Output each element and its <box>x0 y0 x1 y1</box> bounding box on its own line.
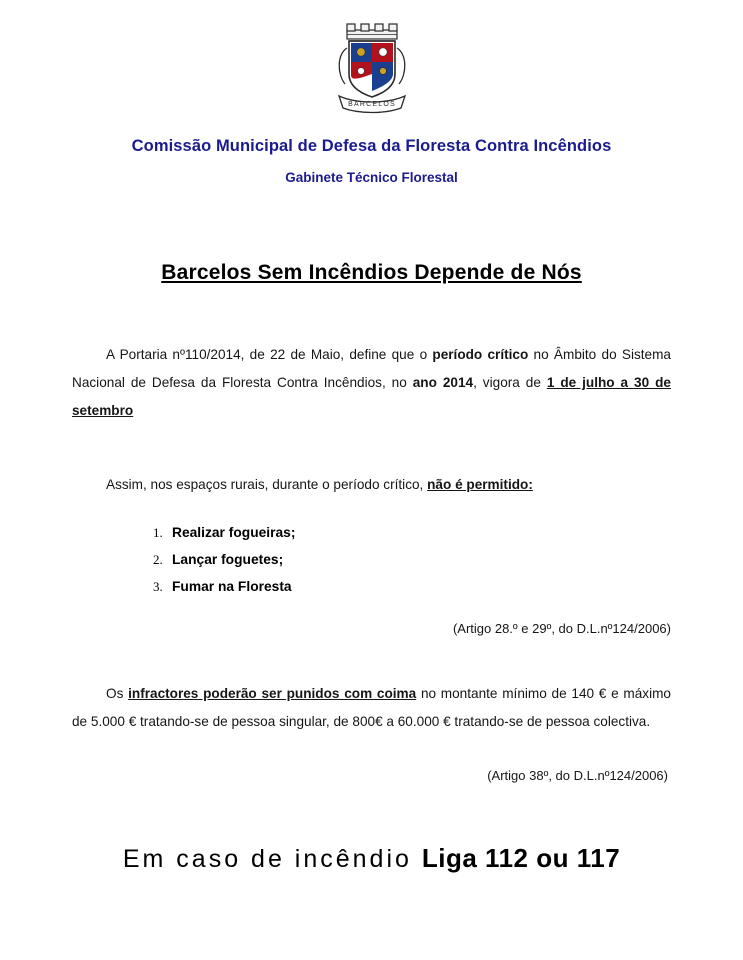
crest-container <box>72 0 671 119</box>
p3-underline-offenders: infractores poderão ser punidos com coima <box>128 686 417 702</box>
p2-part1: Assim, nos espaços rurais, durante o período crítico, <box>106 476 428 492</box>
p1-bold-year: ano 2014 <box>412 374 474 390</box>
p1-underline-dates: 1 de julho a 30 de setembro <box>72 374 671 418</box>
crest-banner-text: BARCELOS <box>347 101 396 108</box>
p3-part1: Os <box>106 686 129 702</box>
paragraph-fines <box>72 680 671 736</box>
emergency-call-to-action <box>72 843 671 874</box>
list-item: 2. Lançar foguetes; <box>166 547 671 574</box>
department-subtitle: Gabinete Técnico Florestal <box>285 170 458 185</box>
cta-light-text: Em caso de incêndio <box>122 844 422 873</box>
list-item: 3. Fumar na Floresta <box>166 574 671 601</box>
p1-bold-critical-period: período crítico <box>432 347 529 362</box>
paragraph-critical-period <box>72 341 671 425</box>
p1-part2: no Âmbito do Sistema Nacional de Defesa da Floresta Contra Incêndios, no <box>72 347 671 390</box>
coat-of-arms-icon <box>329 22 415 114</box>
p1-part1: A Portaria nº110/2014, de 22 de Maio, define que o <box>106 347 433 362</box>
organization-title: Comissão Municipal de Defesa da Floresta Contra Incêndios <box>131 137 612 155</box>
p3-part2: no montante mínimo de 140 € e máximo de 5.000 € tratando-se de pessoa singular, de 800€ a 60.000 € tratando-se de pessoa colectiva. <box>72 686 671 729</box>
prohibitions-list <box>72 520 671 601</box>
legal-reference-2: (Artigo 38º, do D.L.nº124/2006) <box>487 767 668 783</box>
cta-emergency-numbers: Liga 112 ou 117 <box>421 842 621 873</box>
p2-underline-not-allowed: não é permitido: <box>427 476 533 492</box>
paragraph-prohibition-intro <box>72 471 671 499</box>
list-item: 1. Realizar fogueiras; <box>166 520 671 547</box>
legal-reference-1: (Artigo 28.º e 29º, do D.L.nº124/2006) <box>452 621 671 637</box>
page-title: Barcelos Sem Incêndios Depende de Nós <box>161 261 582 284</box>
p1-part3: , vigora de <box>473 374 547 390</box>
